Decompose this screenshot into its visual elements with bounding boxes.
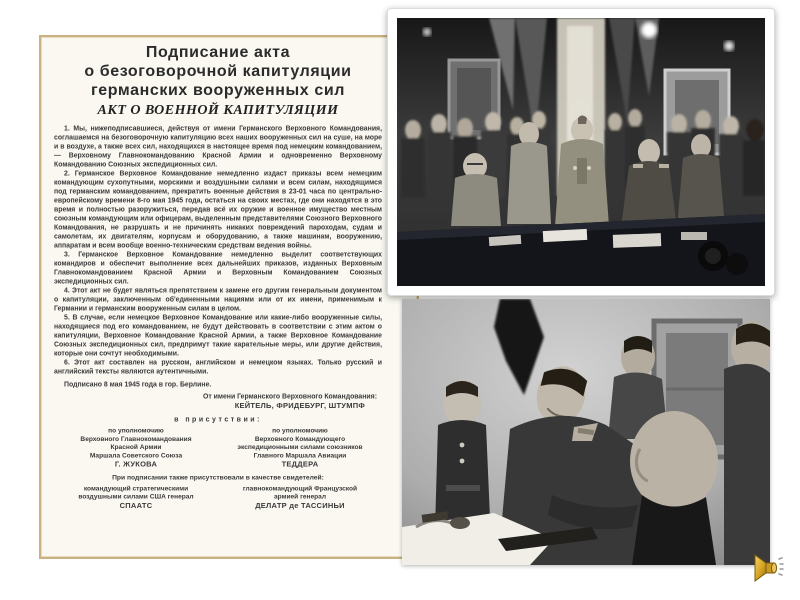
- act-paragraph-1: 1. Мы, нижеподписавшиеся, действуя от имени Германского Верховного Командования, соглашаемся на безоговорочную капитуляцию всех наших вооруженных сил на суше, на море и в воздухе, а также всех сил, находящихся в настоящее время под немецким командованием, — Верховному Главнокомандованию Красной Армии и одновременно Верховному Командованию Союзных экспедиционных сил.: [54, 124, 382, 168]
- soviet-witness-name: Г. ЖУКОВА: [114, 460, 158, 469]
- document-title-line-3: германских вооруженных сил: [90, 82, 346, 99]
- act-paragraph-4: 4. Этот акт не будет являться препятствием к замене его другим генеральным документом о капитуляции, заключенным об'единенными нациями или от их имени, применимым к Германии и германским вооруженным силам в целом.: [54, 286, 382, 312]
- speaker-icon-glyph: [751, 552, 785, 586]
- on-behalf-label: От имени Германского Верховного Командования:: [202, 392, 377, 400]
- witnesses-present-label: При подписании также присутствовали в качестве свидетелей:: [112, 473, 324, 481]
- document-title-line-1: Подписание акта: [145, 44, 291, 61]
- french-witness-name: ДЕЛАТР де ТАССИНЬИ: [255, 501, 345, 510]
- signed-date-line: Подписано 8 мая 1945 года в гор. Берлине.: [64, 380, 212, 388]
- act-paragraph-6: 6. Этот акт составлен на русском, английском и немецком языках. Только русский и английский тексты являются аутентичными.: [54, 358, 382, 375]
- german-signatories: КЕЙТЕЛЬ, ФРИДЕБУРГ, ШТУМПФ: [234, 401, 365, 410]
- signing-photo-scene: [402, 299, 770, 565]
- allied-witness-line: Главного Маршала Авиации: [253, 451, 347, 459]
- allied-witness-line: экспедиционными силами союзников: [237, 443, 363, 451]
- document-title-line-2: о безоговорочной капитуляции: [84, 63, 352, 80]
- us-witness-line: командующий стратегическими: [83, 484, 189, 492]
- allied-witness-name: ТЕДДЕРА: [281, 460, 319, 469]
- allied-witness-line: по уполномочию: [272, 426, 328, 434]
- ceremony-photo-scene: [397, 18, 765, 286]
- french-witness-block: [218, 484, 382, 510]
- soviet-witness-line: по уполномочию: [108, 426, 164, 434]
- act-paragraph-5: 5. В случае, если немецкое Верховное Командование или какие-либо вооруженные силы, находящиеся под его командованием, не будут действовать в соответствии с этим актом о капитуляции, Верховное Командование Красной Армии, а также Верховное Командование Союзных экспедиционных сил, предпримут такие карательные меры, или другие действия, которые они сочтут необходимыми.: [54, 313, 382, 357]
- document-subtitle: АКТ О ВОЕННОЙ КАПИТУЛЯЦИИ: [97, 103, 339, 118]
- french-witness-line: армией генерал: [273, 492, 327, 500]
- soviet-witness-line: Красной Армии: [110, 443, 162, 451]
- us-witness-line: воздушными силами США генерал: [78, 492, 194, 500]
- us-witness-block: [54, 484, 218, 510]
- soviet-witness-block: [54, 427, 218, 469]
- french-witness-line: главнокомандующий Французской: [242, 484, 358, 492]
- allied-witness-block: [218, 427, 382, 469]
- photo-german-delegation-signing: [402, 299, 770, 565]
- witness-columns-2: [54, 484, 382, 510]
- capitulation-act-document: [39, 35, 419, 559]
- soviet-witness-line: Верховного Главнокомандования: [80, 434, 192, 443]
- in-presence-label: в присутствии:: [174, 415, 262, 423]
- witness-columns: [54, 427, 382, 469]
- speaker-icon[interactable]: [751, 552, 785, 586]
- act-paragraph-3: 3. Германское Верховное Командование немедленно выделит соответствующих командиров и обеспечит выполнение всех дальнейших приказов, изданных Верховным Главнокомандованием Красной Армии и Верховным Командованием Союзных экспедиционных сил.: [54, 250, 382, 285]
- photo-signing-ceremony: [387, 8, 775, 296]
- allied-witness-line: Верховного Командующего: [254, 434, 346, 443]
- us-witness-name: СПААТС: [119, 501, 153, 510]
- act-paragraph-2: 2. Германское Верховное Командование немедленно издаст приказы всем немецким командующим сухопутными, морскими и воздушными силами и всем силам, находящимся под германским командованием, прекратить военные действия в 23-01 часа по центрально-европейскому времени 8-го мая 1945 года, остаться на своих местах, где они находятся в это время и полностью разоружиться, передав всё их оружие и военное имущество местным союзным командующим или офицерам, выделенным представителями Союзного Верховного Командования, не разрушать и не причинять никаких повреждений пароходам, судам и самолетам, их двигателям, корпусам и оборудованию, а также машинам, вооружению, аппаратам и всем вообще военно-техническим средствам ведения войны.: [54, 169, 382, 249]
- document-body: [41, 124, 395, 510]
- soviet-witness-line: Маршала Советского Союза: [89, 451, 183, 459]
- document-title: [41, 43, 395, 100]
